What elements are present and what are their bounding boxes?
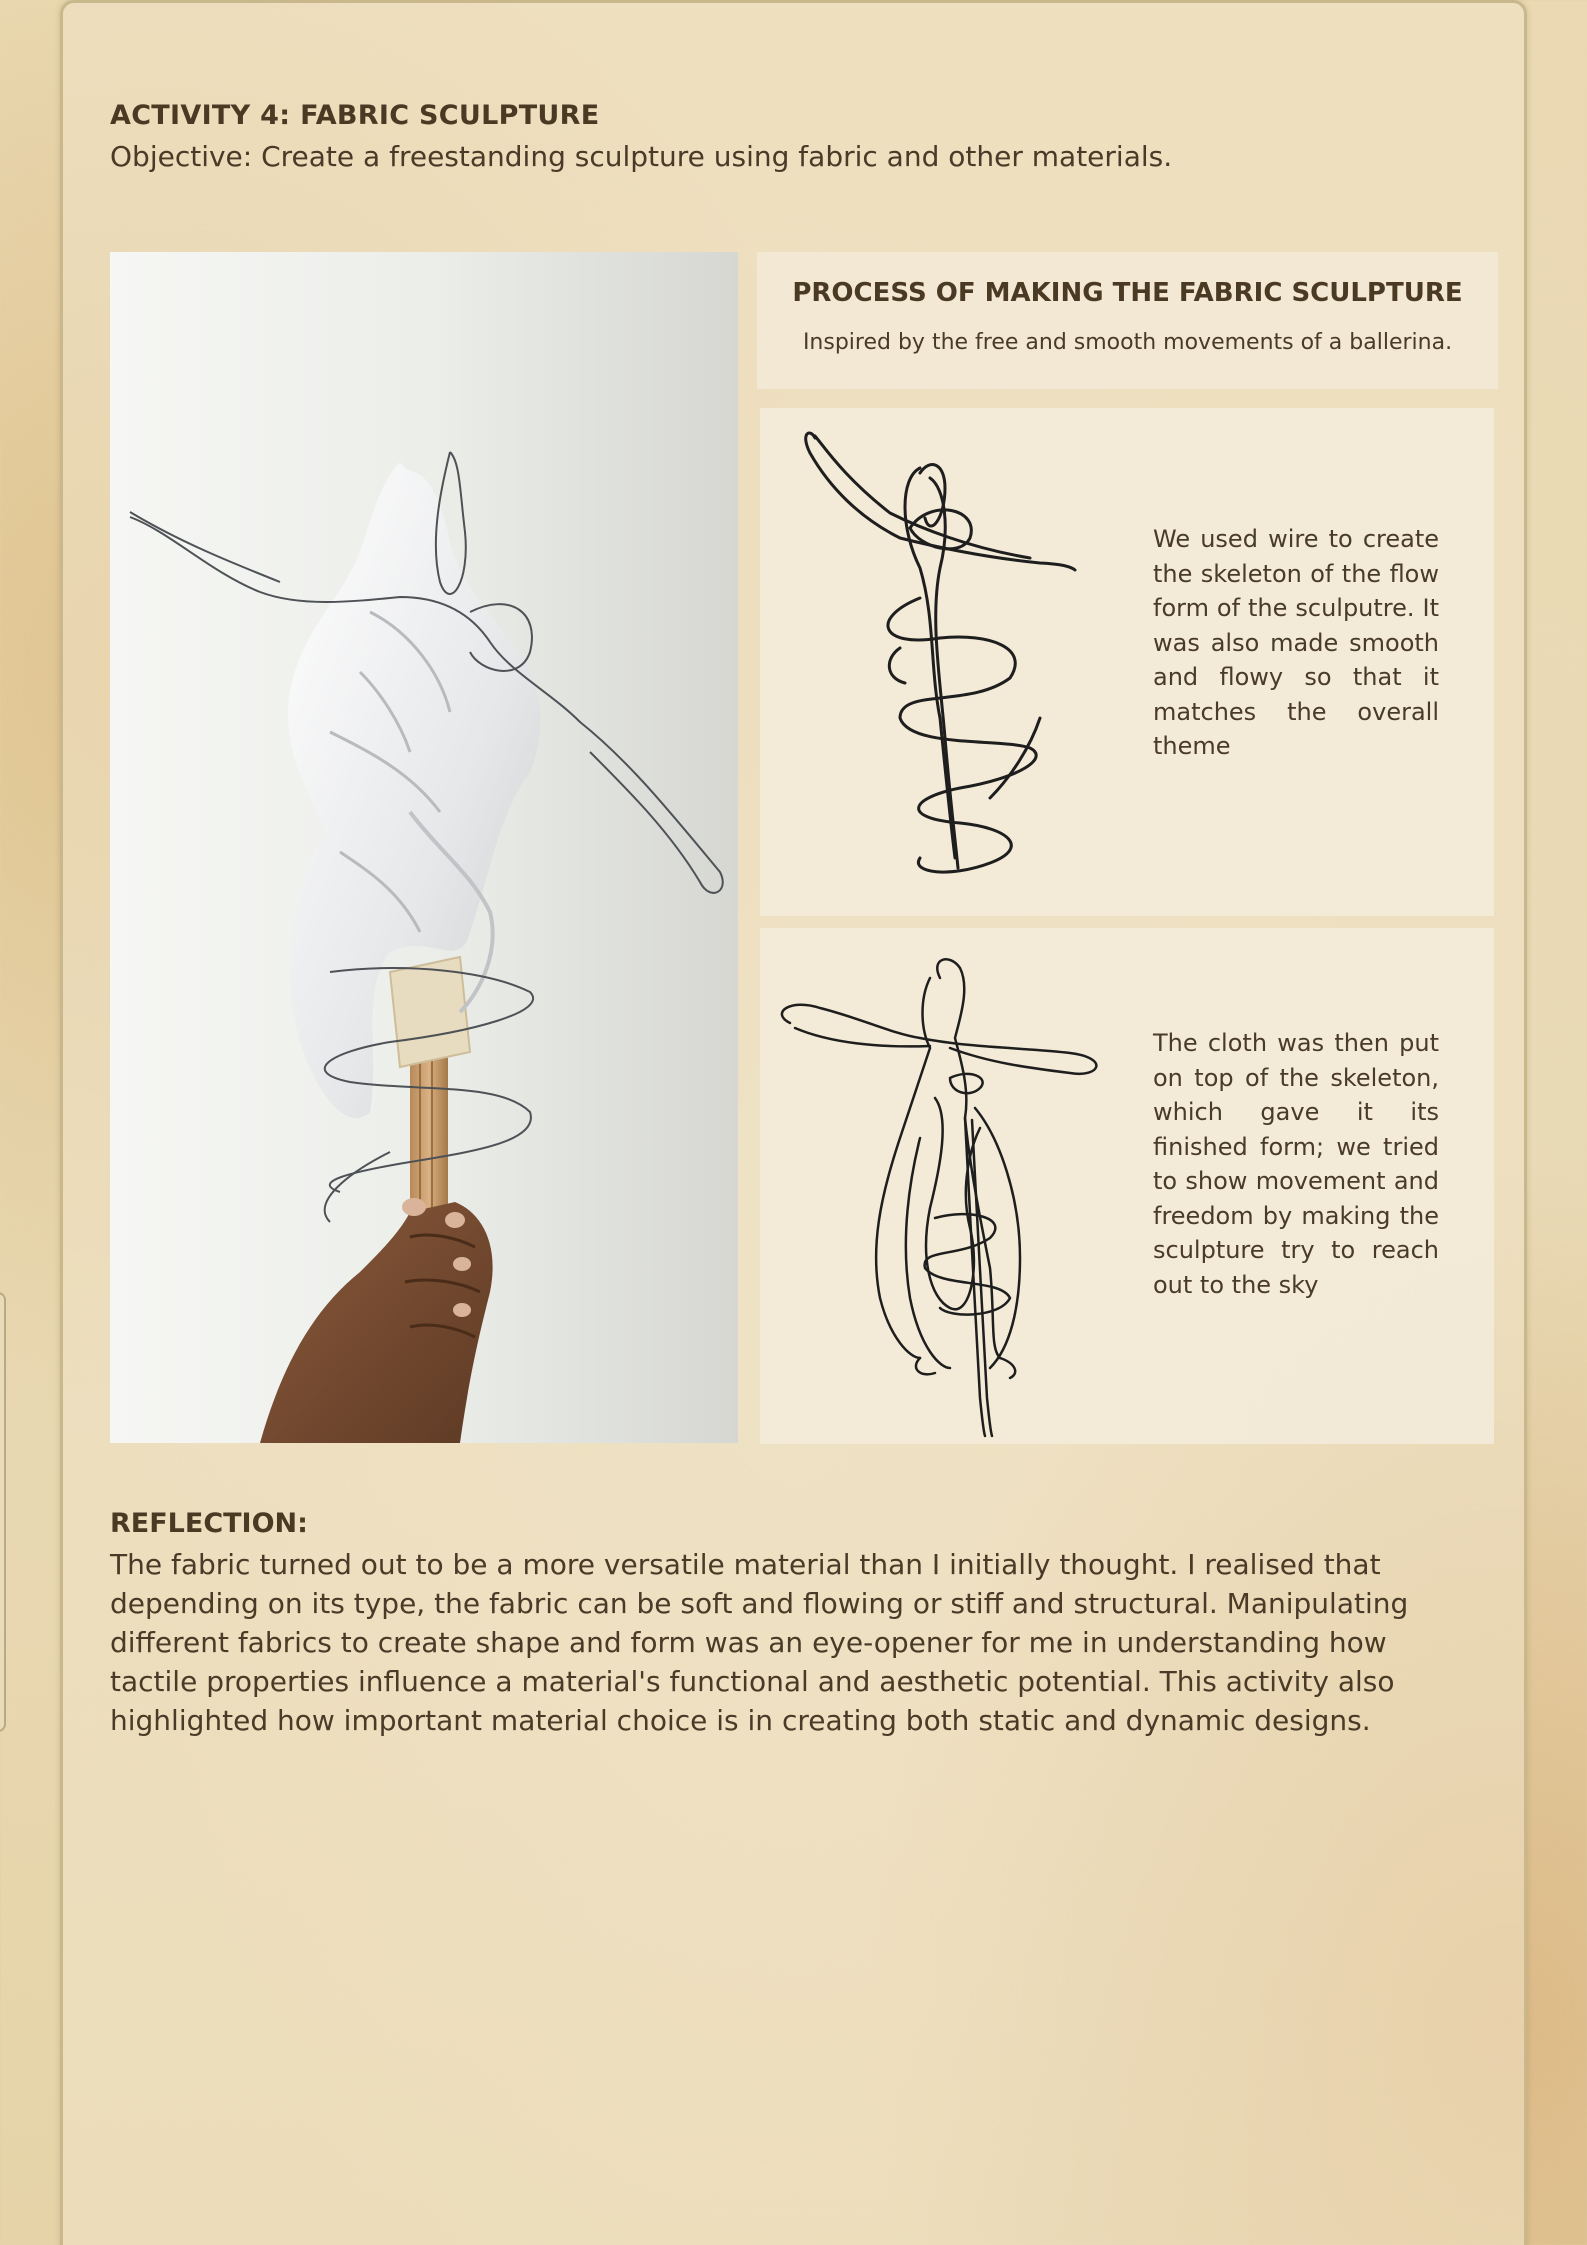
sculpture-photo (110, 252, 738, 1443)
activity-objective: Objective: Create a freestanding sculpture using fabric and other materials. (110, 140, 1173, 173)
step-1-text: We used wire to create the skeleton of the flow form of the sculputre. It was also made smooth and flowy so that it matches the overall theme (1153, 525, 1439, 760)
wire-skeleton-drawing (770, 418, 1140, 888)
reflection-title: REFLECTION: (110, 1508, 308, 1539)
step-panel-cloth (760, 928, 1494, 1444)
cloth-form-drawing (770, 938, 1140, 1438)
sculpture-photo-illustration (110, 252, 738, 1443)
process-title: PROCESS OF MAKING THE FABRIC SCULPTURE (792, 278, 1463, 308)
activity-title: ACTIVITY 4: FABRIC SCULPTURE (110, 100, 600, 131)
process-subtitle: Inspired by the free and smooth movements of a ballerina. (802, 330, 1453, 355)
cloth-form-sketch (770, 938, 1140, 1438)
wire-skeleton-sketch (770, 418, 1140, 888)
reflection-text: The fabric turned out to be a more versatile material than I initially thought. I realised that depending on its type, the fabric can be soft and flowing or stiff and structural. Manipulating different fabrics to create shape and form was an eye-opener for me in understanding how tactile properties influence a material's functional and aesthetic potential. This activity also highlighted how important material choice is in creating both static and dynamic designs. (110, 1548, 1409, 1737)
process-header (757, 252, 1498, 389)
step-2-text: The cloth was then put on top of the skeleton, which gave it its finished form; we tried to show movement and freedom by making the sculpture try to reach out to the sky (1153, 1029, 1439, 1299)
step-panel-wire (760, 408, 1494, 916)
side-tab (0, 1292, 6, 1732)
